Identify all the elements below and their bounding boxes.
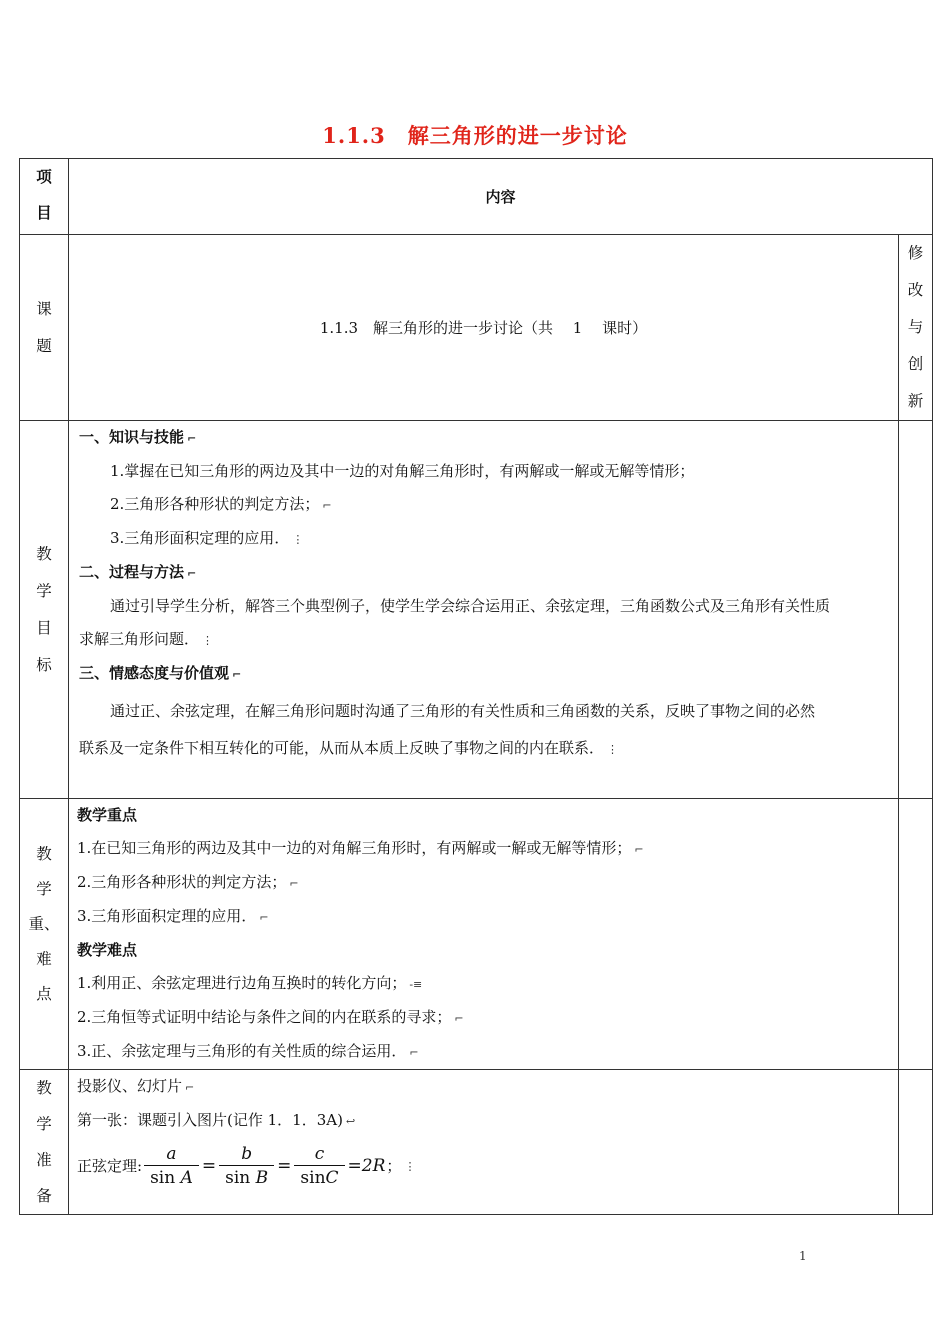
goals-row <box>20 421 933 799</box>
paragraph-mark-icon: ⌐ <box>634 843 644 856</box>
prep-label-char: 学 <box>36 1115 52 1133</box>
item-header-cell <box>20 159 69 235</box>
topic-label-char: 题 <box>36 336 52 355</box>
keypoints-label-cell <box>20 799 69 1070</box>
paragraph-mark-icon: ⌐ <box>185 1081 195 1094</box>
prep-label-char: 准 <box>36 1151 52 1169</box>
revise-char: 改 <box>907 281 924 299</box>
item-header-char: 目 <box>36 203 52 222</box>
keypoints-row <box>20 799 933 1070</box>
content-header: 内容 <box>485 188 516 206</box>
paragraph-mark-icon: ⌐ <box>232 668 242 681</box>
sine-law-formula <box>77 1138 888 1194</box>
lesson-plan-table <box>19 158 933 1215</box>
sine-law-label: 正弦定理: <box>77 1156 143 1175</box>
skills-heading: 一、知识与技能 ⌐ <box>79 428 197 446</box>
paragraph-mark-icon: ⌐ <box>454 1012 464 1025</box>
values-text-line: 联系及一定条件下相互转化的可能，从而从本质上反映了事物之间的内在联系． ⋮ <box>79 739 619 757</box>
paragraph-mark-icon: ⌐ <box>289 877 299 890</box>
topic-row <box>20 235 933 421</box>
process-heading: 二、过程与方法 ⌐ <box>79 563 197 581</box>
fraction-c: $\frac{c}{\sin C}$ <box>294 1143 344 1190</box>
ellipsis-mark-icon: ⋮ <box>292 533 304 546</box>
revise-char: 新 <box>907 392 924 410</box>
prep-line: 投影仪、幻灯片 ⌐ <box>77 1077 195 1095</box>
difficult-point-item: 2.三角恒等式证明中结论与条件之间的内在联系的寻求； ⌐ <box>77 1008 464 1026</box>
revise-cell <box>899 235 933 421</box>
keypoints-label-char: 重、 <box>28 915 60 933</box>
hook-mark-icon: ↩ <box>345 1115 356 1128</box>
revise-char: 修 <box>907 244 924 262</box>
process-text-line: 通过引导学生分析，解答三个典型例子，使学生学会综合运用正、余弦定理，三角函数公式及三角形有关性质 <box>110 597 831 615</box>
prep-label-cell <box>20 1070 69 1215</box>
revise-char: 创 <box>907 355 924 373</box>
keypoints-revise-cell <box>899 799 933 1070</box>
prep-line: 第一张：课题引入图片(记作 1．1．3A) ↩ <box>77 1111 356 1129</box>
ellipsis-mark-icon: ⋮ <box>202 634 214 647</box>
topic-label-cell <box>20 235 69 421</box>
keypoints-cell <box>69 799 899 1070</box>
equals-sign: = <box>277 1155 292 1176</box>
skills-item: 1.掌握在已知三角形的两边及其中一边的对角解三角形时，有两解或一解或无解等情形； <box>110 462 695 480</box>
page-number: 1 <box>799 1249 807 1263</box>
ellipsis-mark-icon: ⋮ <box>404 1159 416 1173</box>
paragraph-mark-icon: ⌐ <box>187 567 197 580</box>
goals-revise-cell <box>899 421 933 799</box>
goals-label-char: 标 <box>36 655 52 674</box>
fraction-a: $\frac{a}{\text{sin A}}$ <box>144 1143 199 1190</box>
equals-mark-icon: -≡ <box>409 978 423 991</box>
difficult-point-item: 1.利用正、余弦定理进行边角互换时的转化方向； -≡ <box>77 974 423 992</box>
keypoints-label-char: 学 <box>36 880 52 898</box>
content-header-cell <box>69 159 933 235</box>
formula-result: =2R <box>347 1155 386 1176</box>
values-heading: 三、情感态度与价值观 ⌐ <box>79 664 242 682</box>
paragraph-mark-icon: ⌐ <box>187 432 197 445</box>
key-point-item: 1.在已知三角形的两边及其中一边的对角解三角形时，有两解或一解或无解等情形； ⌐ <box>77 839 644 857</box>
key-point-item: 3.三角形面积定理的应用． ⌐ <box>77 907 269 925</box>
key-point-item: 2.三角形各种形状的判定方法； ⌐ <box>77 873 299 891</box>
topic-cell <box>69 235 899 421</box>
process-text-line: 求解三角形问题． ⋮ <box>79 630 214 648</box>
document-title: 1.1.3 解三角形的进一步讨论 <box>322 123 628 148</box>
equals-sign: = <box>201 1155 217 1176</box>
goals-cell <box>69 421 899 799</box>
prep-label-char: 备 <box>36 1187 52 1205</box>
ellipsis-mark-icon: ⋮ <box>607 743 619 756</box>
prep-revise-cell <box>899 1070 933 1215</box>
item-header-char: 项 <box>36 167 52 186</box>
topic-label-char: 课 <box>36 299 52 318</box>
difficult-points-heading: 教学难点 <box>77 941 138 959</box>
difficult-point-item: 3.正、余弦定理与三角形的有关性质的综合运用． ⌐ <box>77 1042 419 1060</box>
prep-row <box>20 1070 933 1215</box>
revise-char: 与 <box>907 318 924 336</box>
header-row <box>20 159 933 235</box>
prep-label-char: 教 <box>36 1079 52 1097</box>
prep-cell <box>69 1070 899 1215</box>
keypoints-label-char: 难 <box>36 950 52 968</box>
paragraph-mark-icon: ⌐ <box>409 1046 419 1059</box>
paragraph-mark-icon: ⌐ <box>322 499 332 512</box>
goals-label-char: 学 <box>36 581 52 600</box>
keypoints-label-char: 教 <box>36 845 52 863</box>
skills-item: 3.三角形面积定理的应用． ⋮ <box>110 529 304 547</box>
goals-label-char: 教 <box>36 544 52 563</box>
formula-tail: ； <box>386 1156 402 1175</box>
skills-item: 2.三角形各种形状的判定方法； ⌐ <box>110 495 332 513</box>
fraction-b: $\frac{b}{\text{sin B}}$ <box>219 1143 274 1190</box>
topic-text: 1.1.3 解三角形的进一步讨论（共 1 课时） <box>319 319 648 337</box>
values-text-line: 通过正、余弦定理，在解三角形问题时沟通了三角形的有关性质和三角函数的关系，反映了事物之间的必然 <box>110 702 816 720</box>
goals-label-char: 目 <box>36 618 52 637</box>
key-points-heading: 教学重点 <box>77 806 138 824</box>
keypoints-label-char: 点 <box>36 985 52 1003</box>
goals-label-cell <box>20 421 69 799</box>
paragraph-mark-icon: ⌐ <box>259 911 269 924</box>
